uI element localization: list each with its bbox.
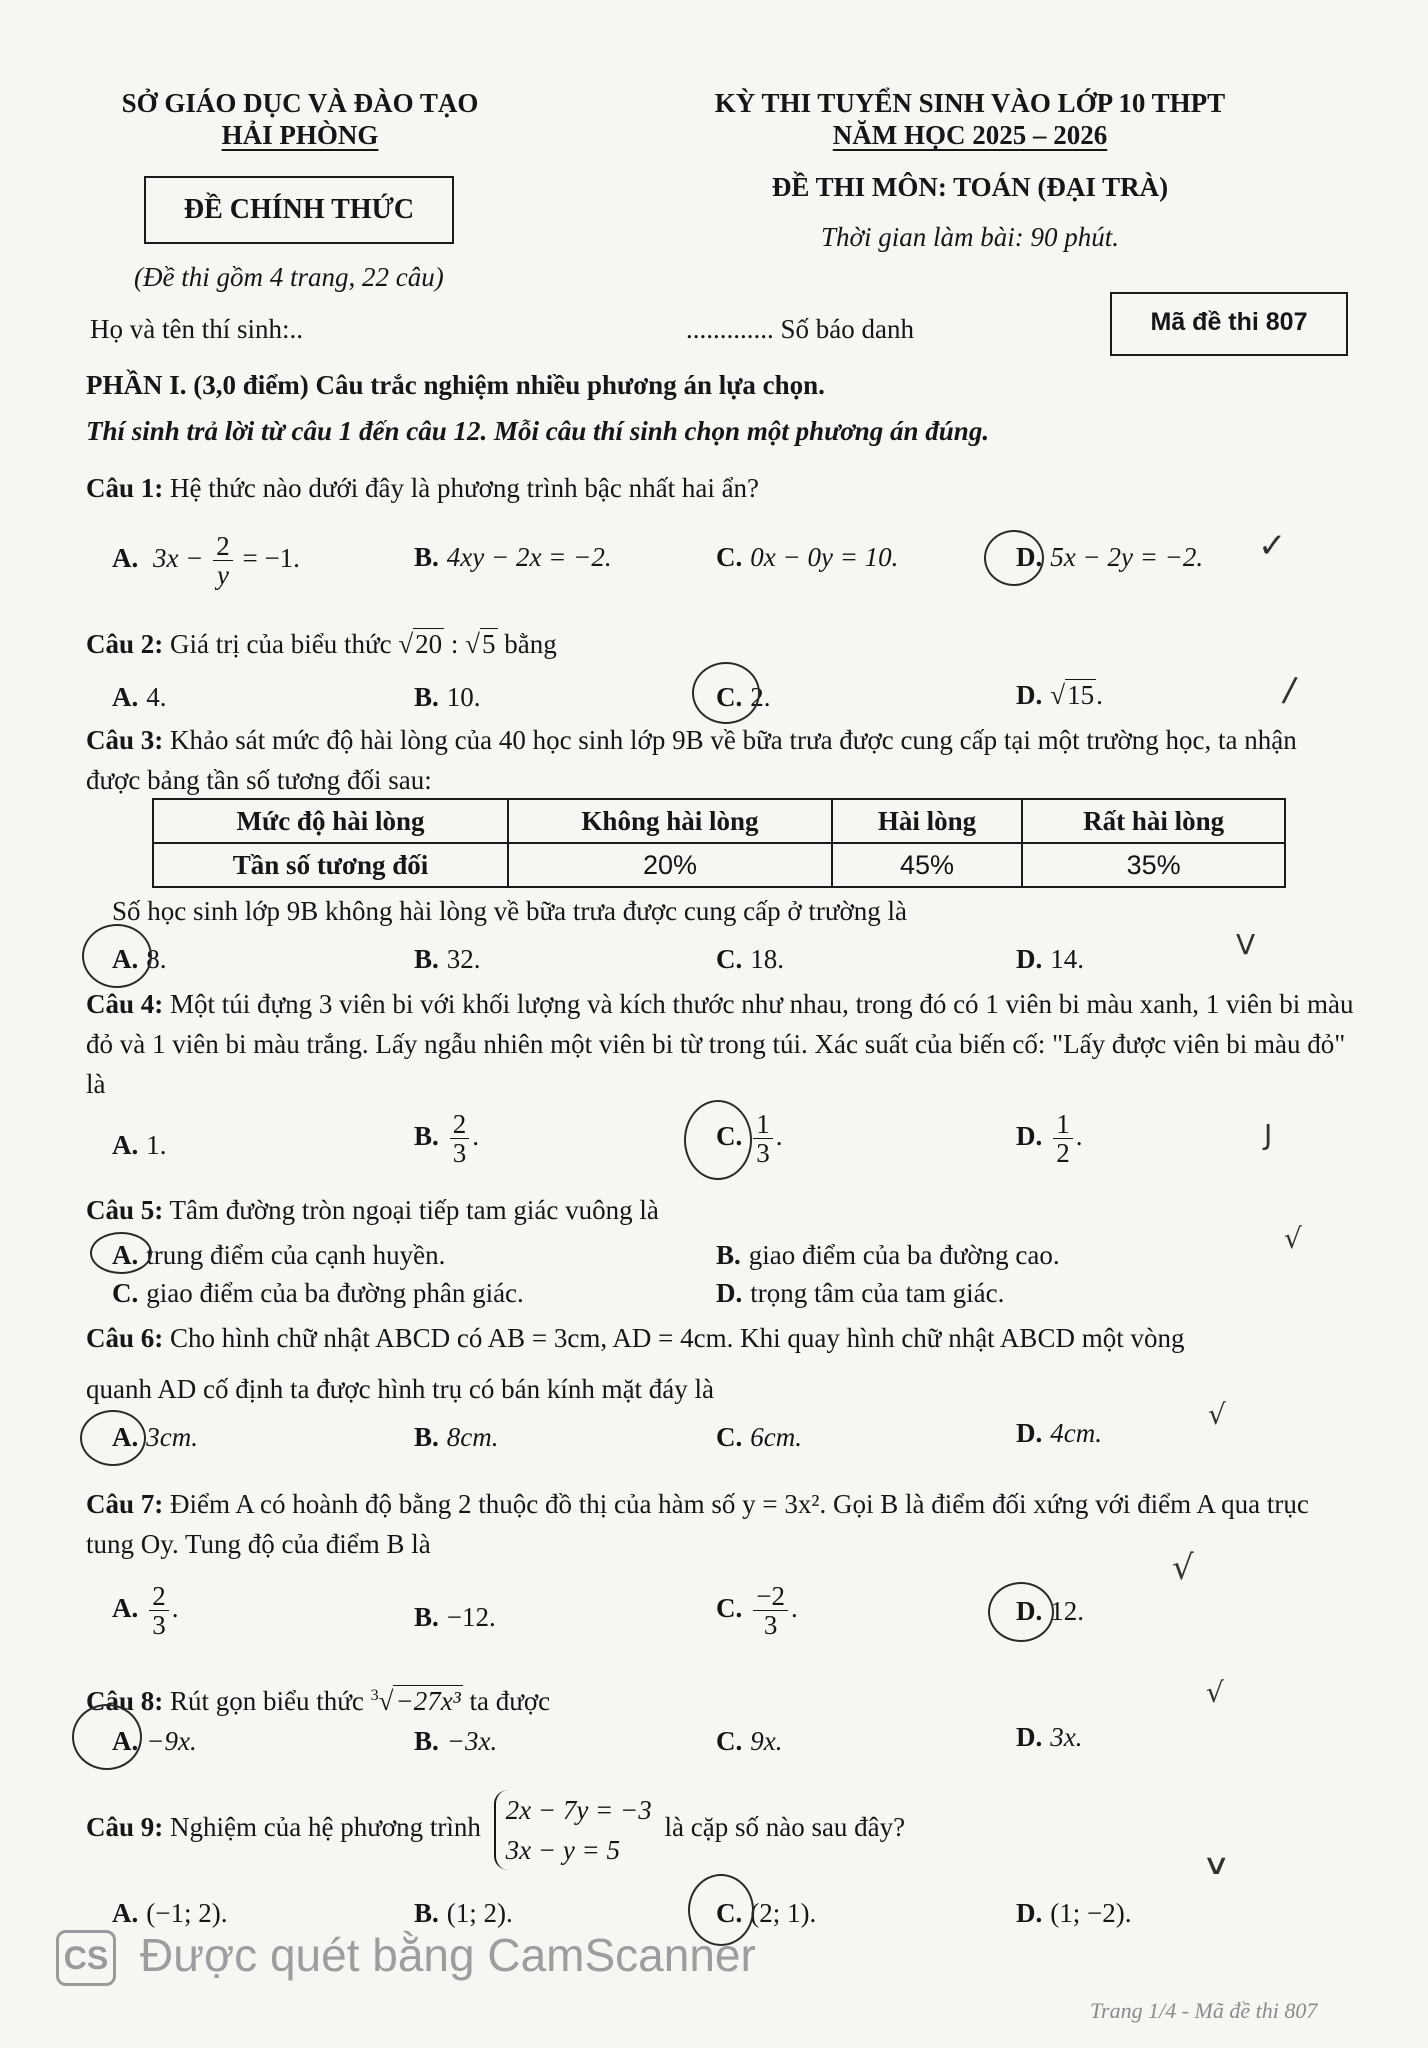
question-text: Rút gọn biểu thức [170,1686,364,1716]
option-1b[interactable]: B. 4xy − 2x = −2. [414,542,612,572]
question-label: Câu 2: [86,629,164,659]
check-mark-icon: √ [1208,1398,1226,1431]
department-name: SỞ GIÁO DỤC VÀ ĐÀO TẠO [121,88,479,118]
exam-title: KỲ THI TUYỂN SINH VÀO LỚP 10 THPT [714,88,1226,118]
question-text: Nghiệm của hệ phương trình [170,1812,481,1843]
option-3b[interactable]: B. 32. [414,944,481,974]
question-label: Câu 5: [86,1195,164,1225]
option-6b[interactable]: B. 8cm. [414,1422,499,1452]
answer-circle [90,1232,152,1274]
option-6d[interactable]: D. 4cm. [1016,1418,1102,1448]
question-label: Câu 4: [86,989,164,1019]
option-1a[interactable] [112,532,300,590]
candidate-name-label: Họ và tên thí sinh:.. [90,314,303,344]
option-label: A. [112,543,139,574]
option-8b[interactable]: B. −3x. [414,1726,498,1756]
option-1d[interactable]: D. 5x − 2y = −2. [1016,542,1204,572]
table-cell: Không hài lòng [508,799,832,843]
table-cell: Rất hài lòng [1022,799,1285,843]
question-text: Khảo sát mức độ hài lòng của 40 học sinh lớp 9B về bữa trưa được cung cấp tại một trường học, ta nhận được bảng tần số tương đối sau: [86,725,1297,795]
question-2: Câu 2: Giá trị của biểu thức √20 : √5 bằng [86,629,557,659]
option-2c[interactable]: C. 2. [716,682,771,712]
frequency-table [152,798,1286,888]
question-label: Câu 7: [86,1489,164,1519]
table-row [153,799,1285,843]
equation-system: 2x − 7y = −3 3x − y = 5 [494,1790,652,1870]
check-mark-icon: ✓ [1258,526,1287,566]
question-label: Câu 3: [86,725,164,755]
pages-note: (Đề thi gồm 4 trang, 22 câu) [134,262,444,292]
answer-circle [72,1704,142,1770]
option-9c[interactable]: C. (2; 1). [716,1898,817,1928]
school-year: NĂM HỌC 2025 – 2026 [832,120,1108,150]
option-5d[interactable]: D. trọng tâm của tam giác. [716,1278,1005,1308]
check-mark-icon: √ [1284,1222,1302,1255]
option-6c[interactable]: C. 6cm. [716,1422,802,1452]
option-2d[interactable]: D. √15. [1016,680,1103,710]
table-cell: Tần số tương đối [153,843,508,887]
answer-circle [684,1100,752,1180]
question-6 [86,1318,1356,1358]
question-text: Giá trị của biểu thức [170,629,392,659]
check-mark-icon: √ [1172,1548,1194,1588]
option-4d[interactable]: D. $\frac{1}{2}$ . [1016,1109,1083,1169]
option-3d[interactable]: D. 14. [1016,944,1084,974]
question-7 [86,1484,1356,1564]
fraction: $\frac{2}{y}$ [213,532,233,590]
option-9a[interactable]: A. (−1; 2). [112,1898,228,1928]
option-7d[interactable]: D. 12. [1016,1596,1084,1626]
question-6-line2: quanh AD cố định ta được hình trụ có bán kính mặt đáy là [86,1374,715,1404]
option-4c[interactable]: C. $\frac{1}{3}$ . [716,1109,783,1169]
question-label: Câu 6: [86,1323,164,1353]
check-mark-icon: √ [1206,1676,1224,1709]
table-cell: 35% [1022,843,1285,887]
option-6a[interactable]: A. 3cm. [112,1422,198,1452]
camscanner-logo: CS [56,1930,116,1986]
question-4 [86,984,1356,1104]
option-1c[interactable]: C. 0x − 0y = 10. [716,542,899,572]
option-4b[interactable]: B. $\frac{2}{3}$ . [414,1109,480,1169]
camscanner-watermark: Được quét bằng CamScanner [140,1929,756,1981]
question-5 [86,1190,1356,1230]
option-2a[interactable]: A. 4. [112,682,167,712]
option-3a[interactable]: A. 8. [112,944,167,974]
option-5b[interactable]: B. giao điểm của ba đường cao. [716,1240,1060,1270]
option-3c[interactable]: C. 18. [716,944,784,974]
section-title: PHẦN I. (3,0 điểm) Câu trắc nghiệm nhiều phương án lựa chọn. [86,370,825,400]
answer-circle [984,530,1044,586]
math-text: = −1. [242,543,300,574]
table-cell: Mức độ hài lòng [153,799,508,843]
exam-code: Mã đề thi 807 [1150,308,1308,336]
answer-circle [692,662,760,724]
option-7b[interactable]: B. −12. [414,1602,496,1632]
question-1 [86,468,1356,508]
option-7c[interactable]: C. $\frac{-2}{3}$ . [716,1581,798,1641]
subject-title: ĐỀ THI MÔN: TOÁN (ĐẠI TRÀ) [771,172,1169,202]
question-text: Hệ thức nào dưới đây là phương trình bậc nhất hai ẩn? [170,473,760,503]
option-8a[interactable]: A. −9x. [112,1726,197,1756]
question-label: Câu 8: [86,1686,164,1716]
candidate-id-label: ............. Số báo danh [686,314,914,344]
answer-circle [80,1410,146,1466]
city-name: HẢI PHÒNG [221,120,379,150]
page-footer: Trang 1/4 - Mã đề thi 807 [1090,1998,1318,2023]
check-mark-icon: V [1236,928,1256,961]
math-text: 3x − [153,543,204,574]
exam-time: Thời gian làm bài: 90 phút. [821,222,1119,252]
check-mark-icon: ∨ [1201,1848,1231,1881]
question-3-followup: Số học sinh lớp 9B không hài lòng về bữa trưa được cung cấp ở trường là [112,896,908,926]
question-text: Tâm đường tròn ngoại tiếp tam giác vuông là [169,1195,659,1225]
question-8: Câu 8: Rút gọn biểu thức $^3$√−27x³ ta được [86,1686,551,1716]
option-2b[interactable]: B. 10. [414,682,481,712]
option-9b[interactable]: B. (1; 2). [414,1898,513,1928]
table-cell: 45% [832,843,1022,887]
answer-circle [82,924,152,988]
option-5a[interactable]: A. trung điểm của cạnh huyền. [112,1240,446,1270]
table-cell: Hài lòng [832,799,1022,843]
option-9d[interactable]: D. (1; −2). [1016,1898,1132,1928]
option-5c[interactable]: C. giao điểm của ba đường phân giác. [112,1278,524,1308]
official-label: ĐỀ CHÍNH THỨC [183,194,415,225]
check-mark-icon: J [1264,1118,1273,1151]
answer-circle [988,1582,1054,1642]
option-4a[interactable]: A. 1. [112,1130,167,1160]
option-8d[interactable]: D. 3x. [1016,1722,1083,1752]
question-3 [86,720,1356,800]
table-row [153,843,1285,887]
section-instruction: Thí sinh trả lời từ câu 1 đến câu 12. Mỗi câu thí sinh chọn một phương án đúng. [86,416,990,446]
check-mark-icon: / [1280,669,1299,711]
option-8c[interactable]: C. 9x. [716,1726,783,1756]
question-text: Một túi đựng 3 viên bi với khối lượng và kích thước như nhau, trong đó có 1 viên bi màu xanh, 1 viên bi màu đỏ và 1 viên bi màu trắng. Lấy ngẫu nhiên một viên bi từ trong túi. Xác suất của biến cố: "Lấy được viên bi màu đỏ" là [86,989,1354,1099]
question-text: Điểm A có hoành độ bằng 2 thuộc đồ thị của hàm số y = 3x². Gọi B là điểm đối xứng với điểm A qua trục tung Oy. Tung độ của điểm B là [86,1489,1309,1559]
option-7a[interactable]: A. $\frac{2}{3}$ . [112,1581,179,1641]
table-cell: 20% [508,843,832,887]
question-text: Cho hình chữ nhật ABCD có AB = 3cm, AD = 4cm. Khi quay hình chữ nhật ABCD một vòng [170,1323,1185,1353]
question-label: Câu 9: [86,1812,164,1843]
question-label: Câu 1: [86,473,164,503]
question-9: Câu 9: Nghiệm của hệ phương trình 2x − 7y = −3 3x − y = 5 là cặp số nào sau đây? [86,1790,1356,1870]
